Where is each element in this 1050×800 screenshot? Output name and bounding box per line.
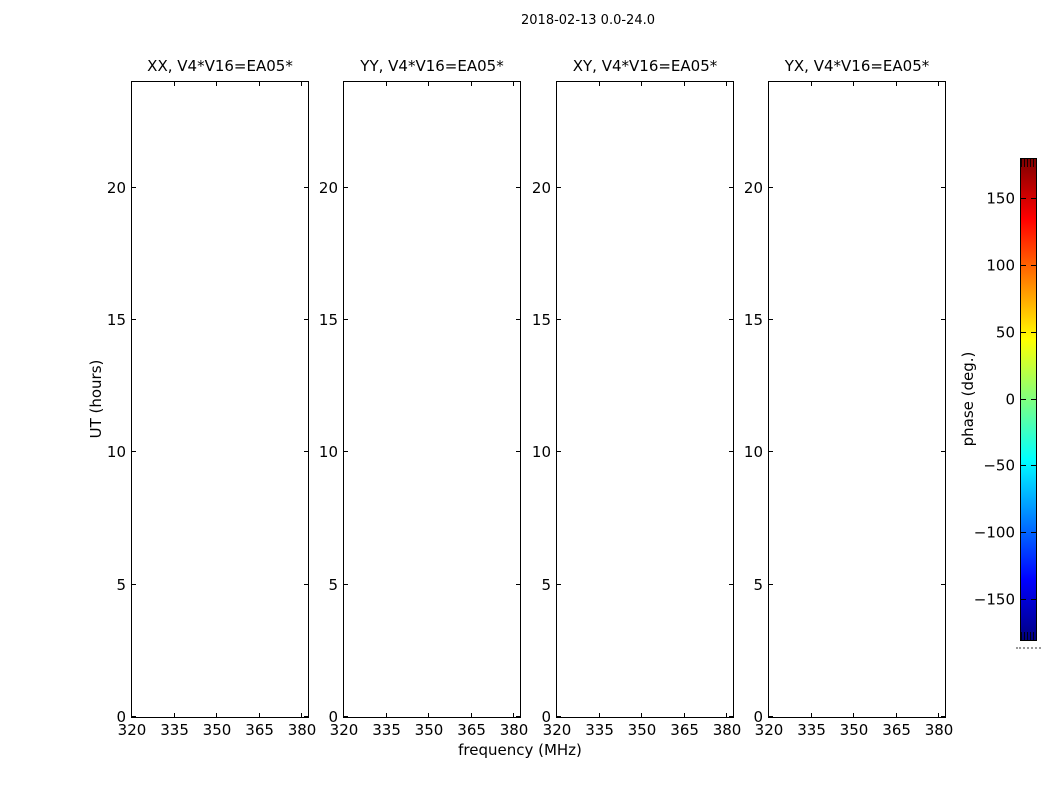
y-tick-mark [769, 319, 773, 320]
y-tick-label: 15 [531, 310, 551, 329]
y-tick-label: 10 [531, 443, 551, 462]
y-tick-mark [344, 716, 348, 717]
x-tick-label: 380 [499, 721, 529, 739]
subplot-xx [106, 57, 317, 739]
y-tick-mark-right [729, 319, 733, 320]
subplot-xy-title: XY, V4*V16=EA05* [572, 57, 718, 75]
x-tick-mark-top [513, 82, 514, 86]
y-tick-mark-right [304, 187, 308, 188]
y-tick-label: 15 [106, 310, 126, 329]
y-tick-mark-right [941, 187, 945, 188]
colorbar-tick-label: −150 [973, 590, 1015, 609]
y-tick-label: 0 [753, 707, 763, 726]
x-tick-mark [726, 713, 727, 717]
x-tick-label: 320 [117, 721, 147, 739]
colorbar-tick-mark [1031, 399, 1036, 400]
y-tick-mark [769, 187, 773, 188]
x-tick-mark [896, 713, 897, 717]
y-tick-mark-right [941, 716, 945, 717]
y-tick-mark-right [516, 187, 520, 188]
x-tick-label: 335 [585, 721, 614, 739]
y-tick-mark [557, 716, 561, 717]
y-tick-mark [769, 451, 773, 452]
y-tick-mark-right [304, 451, 308, 452]
colorbar-tick-label: 150 [986, 189, 1015, 208]
y-tick-mark [557, 187, 561, 188]
y-tick-mark [769, 716, 773, 717]
x-tick-mark-top [599, 82, 600, 86]
x-tick-mark-top [386, 82, 387, 86]
y-tick-mark-right [516, 451, 520, 452]
colorbar-tick-label: 0 [1005, 390, 1015, 408]
colorbar-bottom-hatch [1021, 632, 1036, 640]
y-tick-mark [132, 716, 136, 717]
y-tick-label: 5 [116, 575, 126, 594]
colorbar-tick-label: 50 [995, 323, 1015, 342]
y-tick-mark-right [516, 716, 520, 717]
colorbar-tick-mark [1021, 332, 1026, 333]
y-tick-mark-right [941, 584, 945, 585]
x-tick-mark-top [131, 82, 132, 86]
x-tick-label: 350 [202, 721, 232, 739]
y-tick-mark-right [729, 584, 733, 585]
colorbar-tick-mark [1031, 465, 1036, 466]
x-tick-label: 350 [627, 721, 657, 739]
x-tick-mark-top [216, 82, 217, 86]
colorbar-tick-mark [1031, 198, 1036, 199]
x-tick-mark-top [428, 82, 429, 86]
y-tick-label: 20 [531, 178, 551, 197]
x-tick-label: 335 [160, 721, 189, 739]
x-tick-label: 350 [839, 721, 869, 739]
x-tick-mark-top [938, 82, 939, 86]
y-tick-mark-right [304, 584, 308, 585]
x-tick-label: 320 [542, 721, 572, 739]
x-tick-label: 335 [797, 721, 826, 739]
x-tick-mark [386, 713, 387, 717]
x-tick-mark-top [174, 82, 175, 86]
x-tick-mark [599, 713, 600, 717]
y-tick-mark-right [729, 716, 733, 717]
y-tick-mark [132, 451, 136, 452]
x-tick-mark-top [853, 82, 854, 86]
y-tick-mark-right [304, 319, 308, 320]
x-tick-label: 365 [882, 721, 911, 739]
x-tick-mark-top [768, 82, 769, 86]
y-tick-label: 0 [541, 707, 551, 726]
x-tick-mark-top [811, 82, 812, 86]
colorbar-top-hatch [1021, 159, 1036, 167]
x-tick-label: 320 [329, 721, 359, 739]
x-tick-mark-top [301, 82, 302, 86]
y-tick-mark-right [729, 187, 733, 188]
y-tick-mark [344, 451, 348, 452]
y-tick-mark-right [516, 584, 520, 585]
y-tick-mark [132, 187, 136, 188]
x-tick-mark [428, 713, 429, 717]
subplot-yy [318, 57, 529, 739]
x-axis-label: frequency (MHz) [458, 741, 582, 759]
colorbar-tick-mark [1021, 599, 1026, 600]
x-tick-mark-top [726, 82, 727, 86]
y-tick-label: 0 [328, 707, 338, 726]
x-tick-mark [853, 713, 854, 717]
subplot-yx [743, 57, 954, 739]
colorbar-tick-mark [1031, 265, 1036, 266]
x-tick-mark-top [556, 82, 557, 86]
y-tick-mark-right [941, 451, 945, 452]
x-tick-mark-top [471, 82, 472, 86]
y-tick-mark [769, 584, 773, 585]
y-tick-label: 20 [318, 178, 338, 197]
colorbar-end-dots [1016, 647, 1041, 649]
subplot-xy [531, 57, 742, 739]
x-tick-label: 335 [372, 721, 401, 739]
x-tick-mark [513, 713, 514, 717]
x-tick-label: 320 [754, 721, 784, 739]
y-tick-mark-right [941, 319, 945, 320]
x-tick-label: 380 [924, 721, 954, 739]
y-tick-mark [132, 584, 136, 585]
subplot-yy-title: YY, V4*V16=EA05* [360, 57, 504, 75]
y-tick-label: 20 [106, 178, 126, 197]
x-tick-mark-top [343, 82, 344, 86]
figure-title: 2018-02-13 0.0-24.0 [521, 13, 655, 28]
x-tick-mark [216, 713, 217, 717]
x-tick-mark-top [896, 82, 897, 86]
y-tick-label: 20 [743, 178, 763, 197]
colorbar-tick-mark [1021, 265, 1026, 266]
y-tick-mark [132, 319, 136, 320]
y-tick-mark [344, 319, 348, 320]
y-tick-mark [557, 451, 561, 452]
colorbar-tick-label: −50 [983, 456, 1015, 475]
x-tick-mark [938, 713, 939, 717]
x-tick-label: 380 [712, 721, 742, 739]
y-tick-mark [344, 584, 348, 585]
colorbar-tick-label: −100 [973, 523, 1015, 542]
y-tick-label: 15 [743, 310, 763, 329]
y-tick-label: 10 [318, 443, 338, 462]
y-tick-mark [344, 187, 348, 188]
x-tick-mark [641, 713, 642, 717]
subplot-yx-title: YX, V4*V16=EA05* [784, 57, 930, 75]
y-tick-label: 5 [753, 575, 763, 594]
y-tick-mark-right [516, 319, 520, 320]
x-tick-label: 350 [414, 721, 444, 739]
y-tick-label: 0 [116, 707, 126, 726]
x-tick-mark-top [259, 82, 260, 86]
colorbar-tick-mark [1021, 465, 1026, 466]
y-tick-label: 10 [106, 443, 126, 462]
x-tick-mark [684, 713, 685, 717]
y-tick-label: 15 [318, 310, 338, 329]
colorbar-tick-mark [1021, 399, 1026, 400]
colorbar-tick-mark [1021, 198, 1026, 199]
x-tick-mark [301, 713, 302, 717]
colorbar [973, 158, 1037, 641]
x-tick-label: 380 [287, 721, 317, 739]
colorbar-tick-mark [1031, 332, 1036, 333]
x-tick-mark [259, 713, 260, 717]
x-tick-mark [471, 713, 472, 717]
colorbar-tick-mark [1031, 532, 1036, 533]
colorbar-tick-mark [1031, 599, 1036, 600]
y-tick-mark [557, 584, 561, 585]
y-tick-mark [557, 319, 561, 320]
x-tick-mark [174, 713, 175, 717]
colorbar-tick-label: 100 [986, 256, 1015, 275]
y-tick-label: 10 [743, 443, 763, 462]
x-tick-label: 365 [245, 721, 274, 739]
y-axis-label: UT (hours) [87, 359, 105, 439]
colorbar-label: phase (deg.) [959, 351, 977, 447]
y-tick-label: 5 [541, 575, 551, 594]
y-tick-mark-right [729, 451, 733, 452]
subplot-xx-title: XX, V4*V16=EA05* [147, 57, 293, 75]
colorbar-tick-mark [1021, 532, 1026, 533]
x-tick-label: 365 [670, 721, 699, 739]
x-tick-label: 365 [457, 721, 486, 739]
x-tick-mark [811, 713, 812, 717]
y-tick-mark-right [304, 716, 308, 717]
x-tick-mark-top [684, 82, 685, 86]
x-tick-mark-top [641, 82, 642, 86]
y-tick-label: 5 [328, 575, 338, 594]
